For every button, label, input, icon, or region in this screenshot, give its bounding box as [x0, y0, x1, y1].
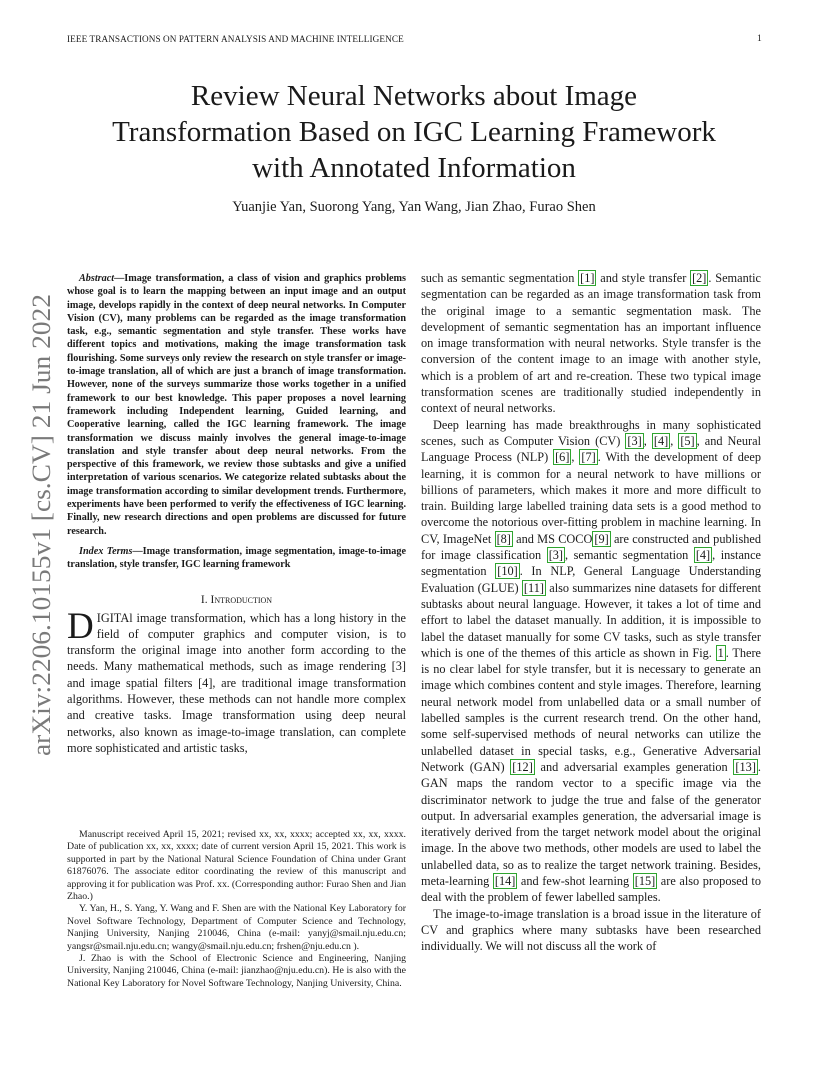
citation-link[interactable]: [10]: [497, 564, 518, 579]
text-run: Deep learning has made breakthroughs in many sophisticated scenes, such as Computer Vision (CV): [421, 417, 761, 448]
intro-paragraph: [67, 605, 406, 757]
paper-title: [60, 78, 768, 186]
text-run: . GAN maps the random vector to a specific image via the discriminator network to judge the true and false of the generator output. In adversarial examples generation, the adversarial image is iteratively derived from the target network model about the original image. In the above two methods, other models are used to label the unlabelled data, so as to realize the target network training. Besides, meta-learning: [421, 759, 761, 888]
citation-link[interactable]: [13]: [735, 759, 756, 774]
text-run: , and Neural Language Process (NLP): [421, 433, 761, 465]
section-number: I.: [200, 593, 208, 606]
figure-link[interactable]: 1: [717, 645, 724, 660]
citation-link[interactable]: [1]: [580, 271, 595, 285]
text-run: and style transfer: [596, 271, 691, 285]
citation-link[interactable]: [12]: [512, 759, 533, 774]
intro-text: IGITAl image transformation, which has a long history in the field of computer graphics and computer vision, is to transform the original image into another form according to the needs. Many mathematical methods, such as image rendering [3] and image spatial filters [4], are traditional image transformation algorithms. However, these methods can not handle more complex and creative tasks. Image transformation using deep neural networks, also known as image-to-image translation, can complete more sophisticated and artistic tasks,: [67, 610, 406, 755]
text-run: and adversarial examples generation: [534, 759, 734, 774]
citation-link[interactable]: [3]: [548, 548, 564, 563]
text-run: , instance segmentation: [421, 548, 761, 579]
citation-link[interactable]: [8]: [496, 531, 511, 546]
index-terms: [67, 545, 406, 572]
section-heading: [67, 594, 406, 606]
abstract-text: —Image transformation, a class of vision and graphics problems whose goal is to learn the mapping between an input image and an output image, develops rapidly in the context of deep neural networks. In Computer Vision (CV), many problems can be regarded as the image transformation task, e.g., semantic segmentation and style transfer. These works have different topics and motivations, making the image transformation task flourishing. Some surveys only review the research on style transfer or image-to-image translation, all of which are just a branch of image transformation. However, none of the surveys summarize those works together in a unified framework to our best knowledge. This paper proposes a novel learning framework including Independent learning, Guided learning, and Cooperative learning, called the IGC learning framework. The image transformation we discuss mainly involves the general image-to-image translation and style transfer about deep neural networks. From the perspective of this framework, we review those subtasks and give a unified interpretation of various scenarios. We categorize related subtasks about the image transformation according to similar development trends. Furthermore, experiments have been performed to verify the effectiveness of IGC learning. Finally, new research directions and open problems are discussed for future research.: [67, 273, 406, 537]
arxiv-stamp-text: arXiv:2206.10155v1 [cs.CV] 21 Jun 2022: [27, 318, 56, 756]
arxiv-stamp[interactable]: [20, 290, 60, 760]
abstract: [67, 272, 406, 538]
text-run: ,: [571, 450, 580, 465]
citation-link[interactable]: [7]: [581, 450, 596, 465]
text-run: are constructed and published for image classification: [421, 531, 762, 563]
text-run: ,: [643, 433, 652, 448]
citation-link[interactable]: [9]: [594, 531, 609, 546]
title-line-3: with Annotated Information: [252, 152, 576, 184]
citation-link[interactable]: [4]: [653, 433, 669, 448]
text-run: also summarizes nine datasets for different subtasks about neural language. However, it takes a lot of time and effort to label the dataset manually. In addition, it is impossible to label the dataset manually for some CV tasks, such as style transfer which is one of the themes of this article as shown in Fig.: [421, 580, 761, 660]
journal-header: IEEE TRANSACTIONS ON PATTERN ANALYSIS AND MACHINE INTELLIGENCE: [67, 34, 404, 44]
footnote-affiliation-1: Y. Yan, H., S. Yang, Y. Wang and F. Shen are with the National Key Laboratory for Novel Software Technology, Department of Computer Science and Technology, Nanjing University, Nanjing 210046, China (e-mail: yanyj@smail.nju.edu.cn; yangsr@smail.nju.edu.cn; wangy@smail.nju.edu.cn; frshen@nju.edu.cn ).: [67, 903, 406, 952]
citation-link[interactable]: [11]: [523, 580, 544, 595]
footnote-manuscript: Manuscript received April 15, 2021; revised xx, xx, xxxx; accepted xx, xx, xxxx. Date of publication xx, xx, xxxx; date of current version April 15, 2021. This work is supported in part by the National Natural Science Foundation of China under Grant 61876076. The associate editor coordinating the review of this manuscript and approving it for publication was Prof. xx. (Corresponding author: Furao Shen and Jian Zhao.): [67, 829, 406, 903]
page-number: 1: [757, 34, 762, 44]
index-terms-text: —Image transformation, image segmentation, image-to-image translation, style transfer, IGC learning framework: [67, 545, 406, 571]
citation-link[interactable]: [4]: [695, 548, 711, 563]
text-run: . Semantic segmentation can be regarded as an image transformation task from the original image to a semantic segmentation mask. The development of semantic segmentation has an important influence on image transformation with neural networks. Style transfer is the conversion of the content image to an image with another style, which is a problem of art and re-creation. These two typical image transformation scenes are traditionally studied independently in context of neural networks.: [421, 271, 762, 416]
footnotes: [67, 829, 406, 990]
abstract-label: Abstract: [79, 273, 115, 284]
title-line-2: Transformation Based on IGC Learning Framework: [112, 116, 716, 148]
title-line-1: Review Neural Networks about Image: [190, 80, 638, 112]
text-run: and few-shot learning: [517, 873, 633, 888]
text-run: are also proposed to deal with the problem of fewer labelled samples.: [421, 873, 761, 905]
index-terms-label: Index Terms: [79, 545, 133, 557]
text-run: ,: [670, 433, 679, 448]
text-run: and MS COCO: [512, 531, 593, 546]
author-list: Yuanjie Yan, Suorong Yang, Yan Wang, Jian Zhao, Furao Shen: [232, 199, 596, 215]
text-run: . In NLP, General Language Understanding Evaluation (GLUE): [421, 564, 761, 595]
citation-link[interactable]: [3]: [627, 433, 642, 448]
paragraph-1: [421, 270, 761, 417]
citation-link[interactable]: [5]: [680, 433, 695, 448]
drop-cap: D: [67, 605, 94, 647]
text-run: such as semantic segmentation: [421, 271, 579, 285]
text-run: . With the development of deep learning, it is common for a neural network to have millions or billions of parameters, which makes it more and more difficult to train. Building large labelled training data sets is a good method to overcome the notorious over-fitting problem in machine learning. In CV, ImageNet: [421, 450, 761, 546]
citation-link[interactable]: [2]: [692, 271, 707, 285]
citation-link[interactable]: [6]: [555, 450, 570, 465]
citation-link[interactable]: [14]: [494, 873, 516, 888]
text-run: , semantic segmentation: [565, 548, 694, 563]
right-column: [421, 270, 761, 954]
paragraph-3: The image-to-image translation is a broad issue in the literature of CV and graphics where many subtasks have been researched individually. We will not discuss all the work of: [421, 906, 761, 954]
section-title: Introduction: [210, 593, 273, 606]
citation-link[interactable]: [15]: [634, 873, 656, 888]
text-run: . There is no clear label for style transfer, but it is necessary to generate an image which combines content and style images. Therefore, learning neural network model from unlabelled data or a small number of labelled samples is the current research trend. On the other hand, some self-supervised methods of neural networks can utilize the unlabelled dataset in special tasks, e.g., Generative Adversarial Network (GAN): [421, 645, 761, 774]
paragraph-2: [421, 417, 761, 906]
footnote-affiliation-2: J. Zhao is with the School of Electronic Science and Engineering, Nanjing University, Nanjing 210046, China (e-mail: jianzhao@nju.edu.cn). He is also with the National Key Laboratory for Novel Software Technology, Nanjing University, China.: [67, 953, 406, 989]
left-column: [67, 272, 406, 756]
